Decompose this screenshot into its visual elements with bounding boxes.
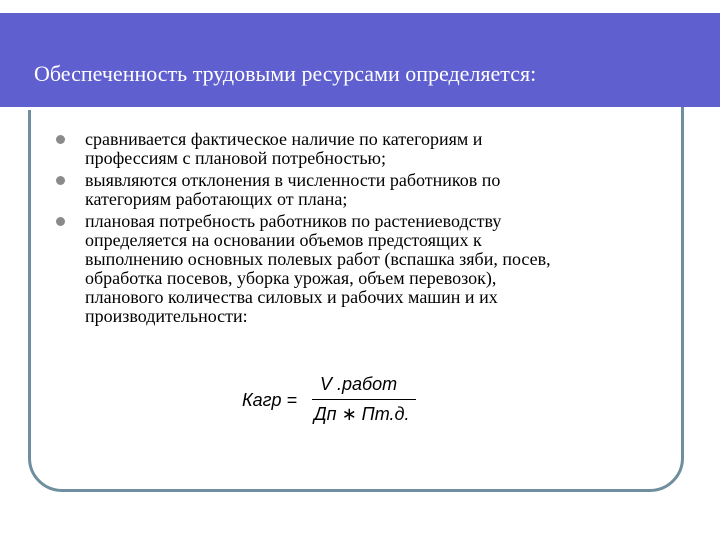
slide-title: Обеспеченность трудовыми ресурсами определяется: <box>34 61 537 86</box>
bullet-line: плановая потребность работников по растениеводству <box>85 211 502 231</box>
bullet-line: определяется на основании объемов предстоящих к <box>85 230 482 250</box>
fraction-bar <box>312 399 416 400</box>
bullet-line: выявляются отклонения в численности работников по <box>85 170 501 190</box>
bullet-item-1 <box>52 130 672 168</box>
formula-numerator: V .работ <box>320 374 398 394</box>
title-bar <box>0 13 720 107</box>
title-underline <box>0 107 636 110</box>
formula-lhs: Кагр = <box>242 390 298 410</box>
bullet-icon <box>56 135 65 144</box>
bullet-list <box>52 130 672 329</box>
bullet-line: выполнению основных полевых работ (вспашка зяби, посев, <box>85 249 551 269</box>
bullet-line: производительности: <box>85 306 248 326</box>
formula-denominator: Дп ∗ Пт.д. <box>314 404 410 424</box>
bullet-line: категориям работающих от плана; <box>85 189 348 209</box>
bullet-line: планового количества силовых и рабочих машин и их <box>85 287 498 307</box>
bullet-line: сравнивается фактическое наличие по категориям и <box>85 129 483 149</box>
formula <box>236 372 426 430</box>
bullet-icon <box>56 217 65 226</box>
bullet-line: обработка посевов, уборка урожая, объем перевозок), <box>85 268 497 288</box>
bullet-line: профессиям с плановой потребностью; <box>85 148 386 168</box>
bullet-item-3 <box>52 212 672 326</box>
bullet-icon <box>56 176 65 185</box>
bullet-item-2 <box>52 171 672 209</box>
